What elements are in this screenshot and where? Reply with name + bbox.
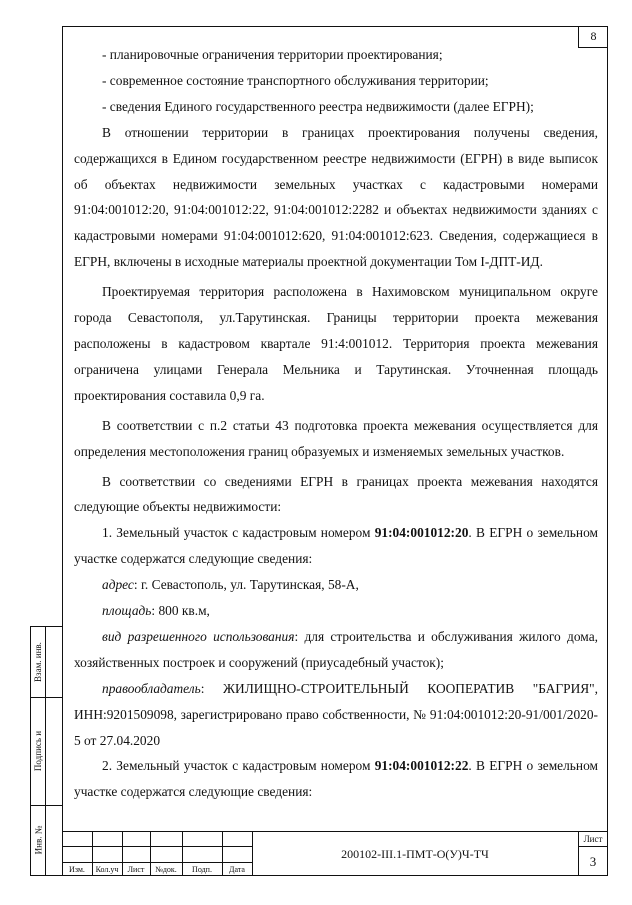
item-2 <box>74 753 598 805</box>
header-kol-uch: Кол.уч <box>95 865 119 874</box>
paragraph: - планировочные ограничения территории проектирования; <box>102 47 443 62</box>
paragraph: В соответствии со сведениями ЕГРН в границах проекта межевания находятся следующие объекты недвижимости: <box>74 473 598 515</box>
side-label-replacement-inv: Взам. инв. <box>33 642 44 682</box>
document-body <box>74 42 598 805</box>
page-number: 8 <box>578 26 608 48</box>
field-value: : 800 кв.м, <box>151 603 210 619</box>
side-label-inv-number: Инв. № <box>33 825 43 855</box>
paragraph: В соответствии с п.2 статьи 43 подготовка проекта межевания осуществляется для определения местоположения границ образуемых и изменяемых земельных участков. <box>74 417 598 459</box>
item-2-cadastral-number: 91:04:001012:22 <box>374 758 469 774</box>
paragraph: Проектируемая территория расположена в Нахимовском муниципальном округе города Севастополя, ул.Тарутинская. Границы территории проекта межевания расположены в кадастровом квартале 91:4:001012. Территория проекта межевания ограничена улицами Генерала Мельника и Тарутинская. Уточненная площадь проектирования составила 0,9 га. <box>74 284 598 403</box>
side-strip <box>30 626 63 876</box>
item-1-prefix: 1. Земельный участок с кадастровым номером <box>102 525 375 541</box>
header-signature: Подп. <box>192 865 212 874</box>
item-2-prefix: 2. Земельный участок с кадастровым номером <box>102 758 375 774</box>
paragraph: - современное состояние транспортного обслуживания территории; <box>102 72 489 88</box>
sheet-label: Лист <box>583 834 603 844</box>
paragraph: - сведения Единого государственного реестра недвижимости (далее ЕГРН); <box>102 98 534 114</box>
field-value: : для строительства и обслуживания жилого дома, хозяйственных построек и сооружений (приусадебный участок); <box>74 628 598 670</box>
field-area <box>74 598 598 624</box>
item-1 <box>74 520 598 572</box>
header-doc-number: №док. <box>155 865 177 874</box>
header-date: Дата <box>229 865 245 874</box>
field-permitted-use <box>74 624 598 676</box>
field-address <box>74 572 598 598</box>
header-izm: Изм. <box>69 865 85 874</box>
sheet-number: 3 <box>578 846 608 876</box>
title-block <box>62 831 608 876</box>
field-value: : ЖИЛИЩНО-СТРОИТЕЛЬНЫЙ КООПЕРАТИВ "БАГРИЯ", ИНН:9201509098, зарегистрировано право собственности, № 91:04:001012:20-91/001/2020-5 от 27.04.2020 <box>74 680 598 748</box>
side-label-signature: Подпись и <box>33 730 43 772</box>
item-1-cadastral-number: 91:04:001012:20 <box>374 525 469 541</box>
field-label: вид разрешенного использования <box>102 628 295 644</box>
paragraph: В отношении территории в границах проектирования получены сведения, содержащихся в Едином государственном реестре недвижимости (ЕГРН) в виде выписок об объектах недвижимости земельных участках с кадастровыми номерами 91:04:001012:20, 91:04:001012:22, 91:04:001012:2282 и объектах недвижимости зданиях с кадастровыми номерами 91:04:001012:620, 91:04:001012:623. Сведения, содержащиеся в ЕГРН, включены в исходные материалы проектной документации Том I-ДПТ-ИД. <box>74 124 598 270</box>
item-1-suffix: . В ЕГРН о земельном участке содержатся следующие сведения: <box>74 525 598 567</box>
field-value: : г. Севастополь, ул. Тарутинская, 58-А, <box>133 577 359 593</box>
field-label: адрес <box>102 577 134 593</box>
field-owner <box>74 676 598 754</box>
header-list: Лист <box>127 865 145 874</box>
field-label: площадь <box>102 603 152 619</box>
item-2-suffix: . В ЕГРН о земельном участке содержатся следующие сведения: <box>74 758 598 800</box>
document-code: 200102-III.1-ПМТ-О(У)Ч-ТЧ <box>341 846 489 861</box>
field-label: правообладатель <box>102 680 201 696</box>
